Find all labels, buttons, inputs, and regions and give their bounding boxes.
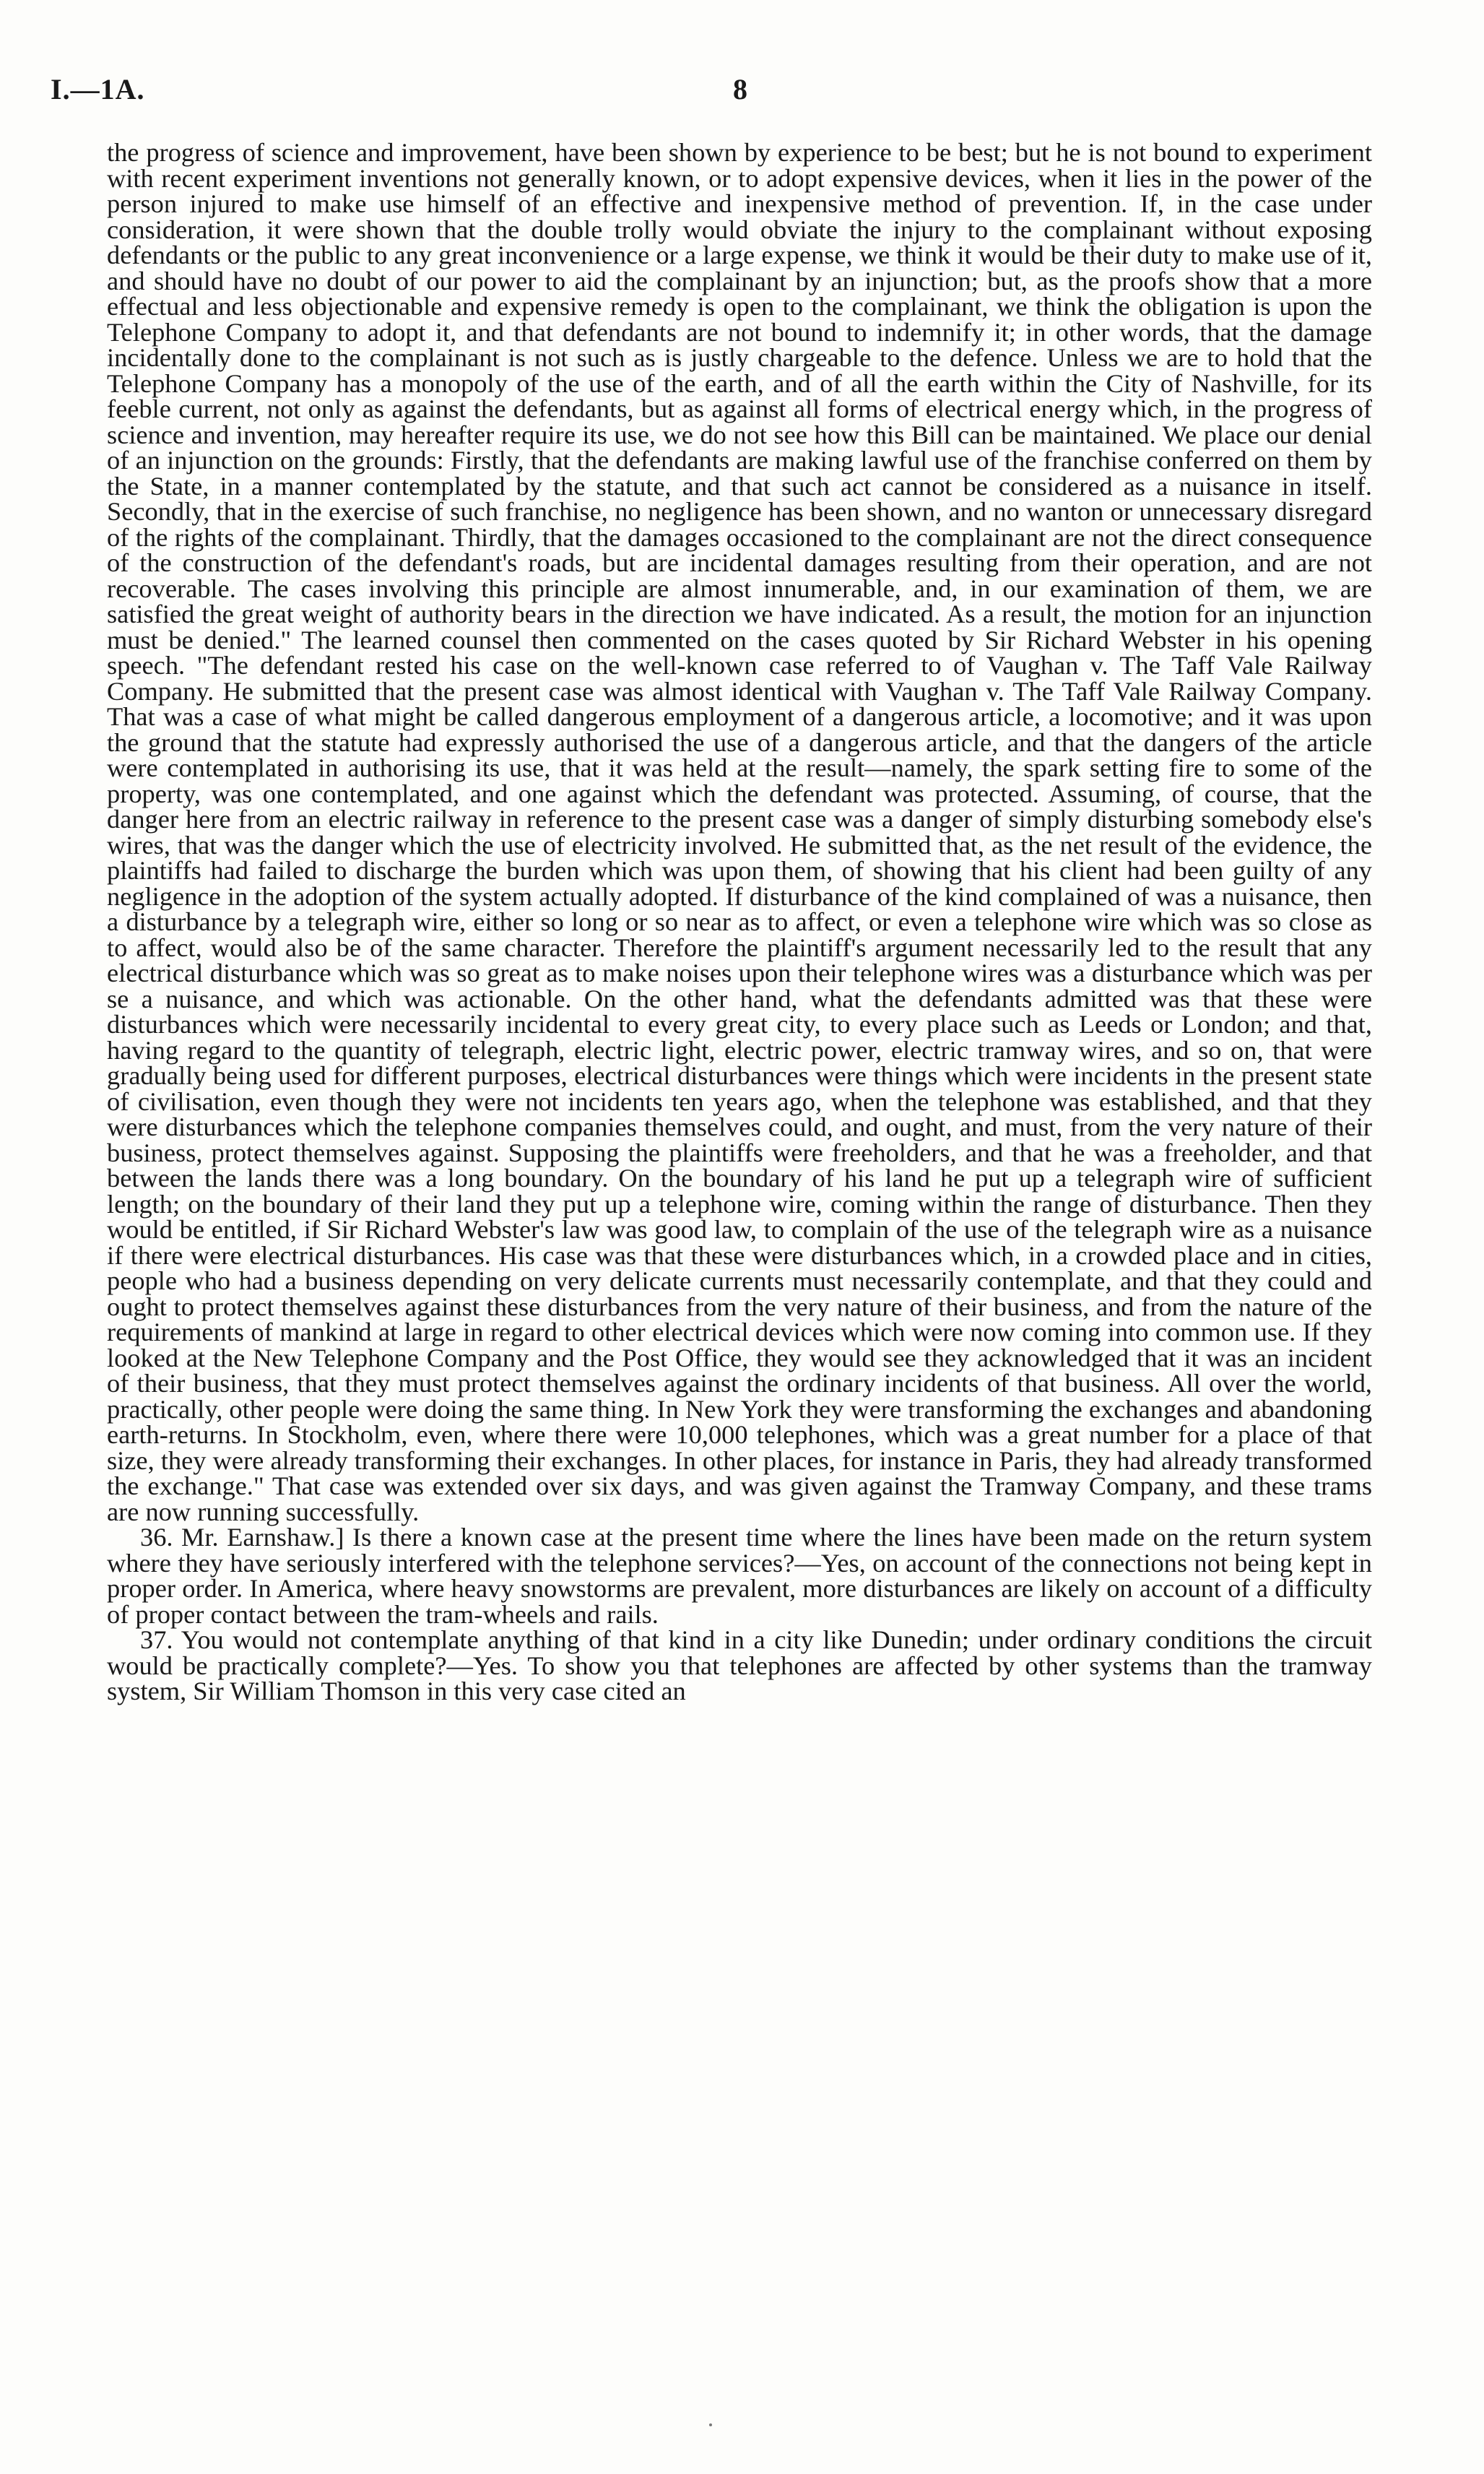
body-text	[107, 140, 1372, 1705]
paragraph-question-36: 36. Mr. Earnshaw.] Is there a known case at the present time where the lines have been made on the return system where they have seriously interfered with the telephone services?—Yes, on account of the connections not being kept in proper order. In America, where heavy snowstorms are prevalent, more disturbances are likely on account of a difficulty of proper contact between the tram-wheels and rails.	[107, 1523, 1372, 1629]
print-mark	[709, 2423, 712, 2426]
paragraph-continuation: the progress of science and improvement, have been shown by experience to be best; but he is not bound to experiment with recent experiment inventions not generally known, or to adopt expensive devices, when it lies in the power of the person injured to make use himself of an effective and inexpensive method of prevention. If, in the case under consideration, it were shown that the double trolly would obviate the injury to the complainant without exposing defendants or the public to any great inconvenience or a large expense, we think it would be their duty to make use of it, and should have no doubt of our power to aid the complainant by an injunction; but, as the proofs show that a more effectual and less objectionable and expensive remedy is open to the complainant, we think the obligation is upon the Telephone Company to adopt it, and that defendants are not bound to indemnify it; in other words, that the damage incidentally done to the complainant is not such as is justly chargeable to the defence. Unless we are to hold that the Telephone Company has a monopoly of the use of the earth, and of all the earth within the City of Nashville, for its feeble current, not only as against the defendants, but as against all forms of electrical energy which, in the progress of science and invention, may hereafter require its use, we do not see how this Bill can be maintained. We place our denial of an injunction on the grounds: Firstly, that the defendants are making lawful use of the franchise conferred on them by the State, in a manner contemplated by the statute, and that such act cannot be considered as a nuisance in itself. Secondly, that in the exercise of such franchise, no negligence has been shown, and no wanton or unnecessary disregard of the rights of the complainant. Thirdly, that the damages occasioned to the complainant are not the direct consequence of the construction of the defendant's roads, but are incidental damages resulting from their operation, and are not recoverable. The cases involving this principle are almost innumerable, and, in our examination of them, we are satisfied the great weight of authority bears in the direction we have indicated. As a result, the motion for an injunction must be denied." The learned counsel then commented on the cases quoted by Sir Richard Webster in his opening speech. "The defendant rested his case on the well-known case referred to of Vaughan v. The Taff Vale Railway Company. He submitted that the present case was almost identical with Vaughan v. The Taff Vale Railway Company. That was a case of what might be called dangerous employment of a dangerous article, a locomotive; and it was upon the ground that the statute had expressly authorised the use of a dangerous article, and that the dangers of the article were contemplated in authorising its use, that it was held at the result—namely, the spark setting fire to some of the property, was one contemplated, and one against which the defendant was protected. Assuming, of course, that the danger here from an electric railway in reference to the present case was a danger of simply disturbing somebody else's wires, that was the danger which the use of electricity involved. He submitted that, as the net result of the evidence, the plaintiffs had failed to discharge the burden which was upon them, of showing that his client had been guilty of any negligence in the adoption of the system actually adopted. If disturbance of the kind complained of was a nuisance, then a disturbance by a telegraph wire, either so long or so near as to affect, or even a telephone wire which was so close as to affect, would also be of the same character. Therefore the plaintiff's argument necessarily led to the result that any electrical disturbance which was so great as to make noises upon their telephone wires was a disturbance which was per se a nuisance, and which was actionable. On the other hand, what the defendants admitted was that these were disturbances which were necessarily incidental to every great city, to every place such as Leeds or London; and that, having regard to the quantity of telegraph, electric light, electric power, electric tramway wires, and so on, that were gradually being used for different purposes, electrical disturbances were things which were incidents in the present state of civilisation, even though they were not incidents ten years ago, when the telephone was established, and that they were disturbances which the telephone companies themselves could, and ought, and must, from the very nature of their business, protect themselves against. Supposing the plaintiffs were freeholders, and that he was a freeholder, and that between the lands there was a long boundary. On the boundary of his land he put up a telegraph wire of sufficient length; on the boundary of their land they put up a telephone wire, coming within the range of disturbance. Then they would be entitled, if Sir Richard Webster's law was good law, to complain of the use of the telegraph wire as a nuisance if there were electrical disturbances. His case was that these were disturbances which, in a crowded place and in cities, people who had a business depending on very delicate currents must necessarily contemplate, and that they could and ought to protect themselves against these disturbances from the very nature of their business, and from the nature of the requirements of mankind at large in regard to other electrical devices which were now coming into common use. If they looked at the New Telephone Company and the Post Office, they would see they acknowledged that it was an incident of their business, that they must protect themselves against the ordinary incidents of that business. All over the world, practically, other people were doing the same thing. In New York they were transforming the exchanges and abandoning earth-returns. In Stockholm, even, where there were 10,000 telephones, which was a great number for a place of that size, they were already transforming their exchanges. In other places, for instance in Paris, they had already transformed the exchange." That case was extended over six days, and was given against the Tramway Company, and these trams are now running successfully.	[107, 138, 1372, 1526]
page-number: 8	[733, 73, 747, 105]
document-reference: I.—1A.	[51, 73, 145, 105]
page-header	[51, 72, 1372, 116]
paragraph-question-37: 37. You would not contemplate anything of that kind in a city like Dunedin; under ordinary conditions the circuit would be practically complete?—Yes. To show you that telephones are affected by other systems than the tramway system, Sir William Thomson in this very case cited an	[107, 1625, 1372, 1705]
